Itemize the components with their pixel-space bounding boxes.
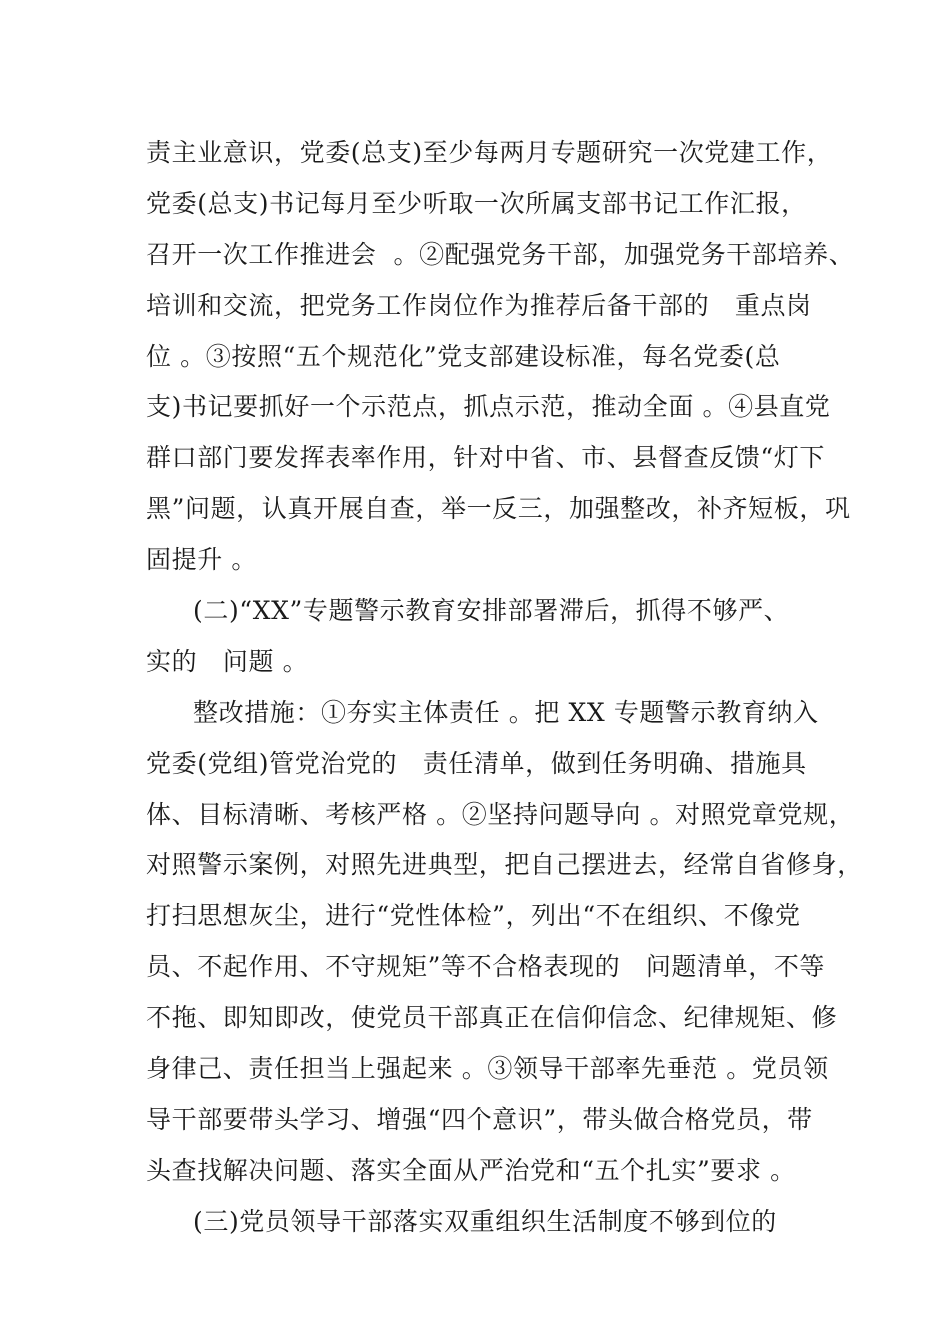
text-line: 体、目标清晰、考核严格 。②坚持问题导向 。对照党章党规， (146, 799, 855, 829)
section-heading-line: (三)党员领导干部落实双重组织生活制度不够到位的 (193, 1206, 777, 1236)
text-line: 头查找解决问题、落实全面从严治党和“五个扎实”要求 。 (146, 1155, 796, 1185)
text-line: 党委(党组)管党治党的 责任清单，做到任务明确、措施具 (146, 748, 807, 778)
document-body (0, 128, 950, 1248)
text-line: 党委(总支)书记每月至少听取一次所属支部书记工作汇报， (146, 188, 807, 218)
text-line: 培训和交流，把党务工作岗位作为推荐后备干部的 重点岗 (146, 290, 812, 320)
text-line: 黑”问题，认真开展自查，举一反三，加强整改，补齐短板，巩 (146, 494, 851, 524)
text-line: 员、不起作用、不守规矩”等不合格表现的 问题清单，不等 (146, 952, 826, 982)
text-line: 导干部要带头学习、增强“四个意识”，带头做合格党员，带 (146, 1104, 813, 1134)
text-line: 支)书记要抓好一个示范点，抓点示范，推动全面 。④县直党 (146, 392, 831, 422)
text-line: 不拖、即知即改，使党员干部真正在信仰信念、纪律规矩、修 (146, 1003, 838, 1033)
text-line: 打扫思想灰尘，进行“党性体检”，列出“不在组织、不像党 (146, 901, 801, 931)
text-line: 位 。③按照“五个规范化”党支部建设标准，每名党委(总 (146, 341, 781, 371)
text-line: 固提升 。 (146, 545, 257, 575)
text-line: 责主业意识，党委(总支)至少每两月专题研究一次党建工作， (146, 138, 833, 167)
text-line: 召开一次工作推进会 。②配强党务干部，加强党务干部培养、 (146, 239, 855, 269)
paragraph-start-line: 整改措施：①夯实主体责任 。把 XX 专题警示教育纳入 (193, 697, 819, 727)
text-line: 对照警示案例，对照先进典型，把自己摆进去，经常自省修身， (146, 850, 863, 880)
text-line: 群口部门要发挥表率作用，针对中省、市、县督查反馈“灯下 (146, 443, 825, 473)
section-heading-line: (二)“XX”专题警示教育安排部署滞后，抓得不够严、 (193, 596, 790, 626)
section-heading-line: 实的 问题 。 (146, 646, 309, 676)
text-line: 身律己、责任担当上强起来 。③领导干部率先垂范 。党员领 (146, 1054, 829, 1084)
